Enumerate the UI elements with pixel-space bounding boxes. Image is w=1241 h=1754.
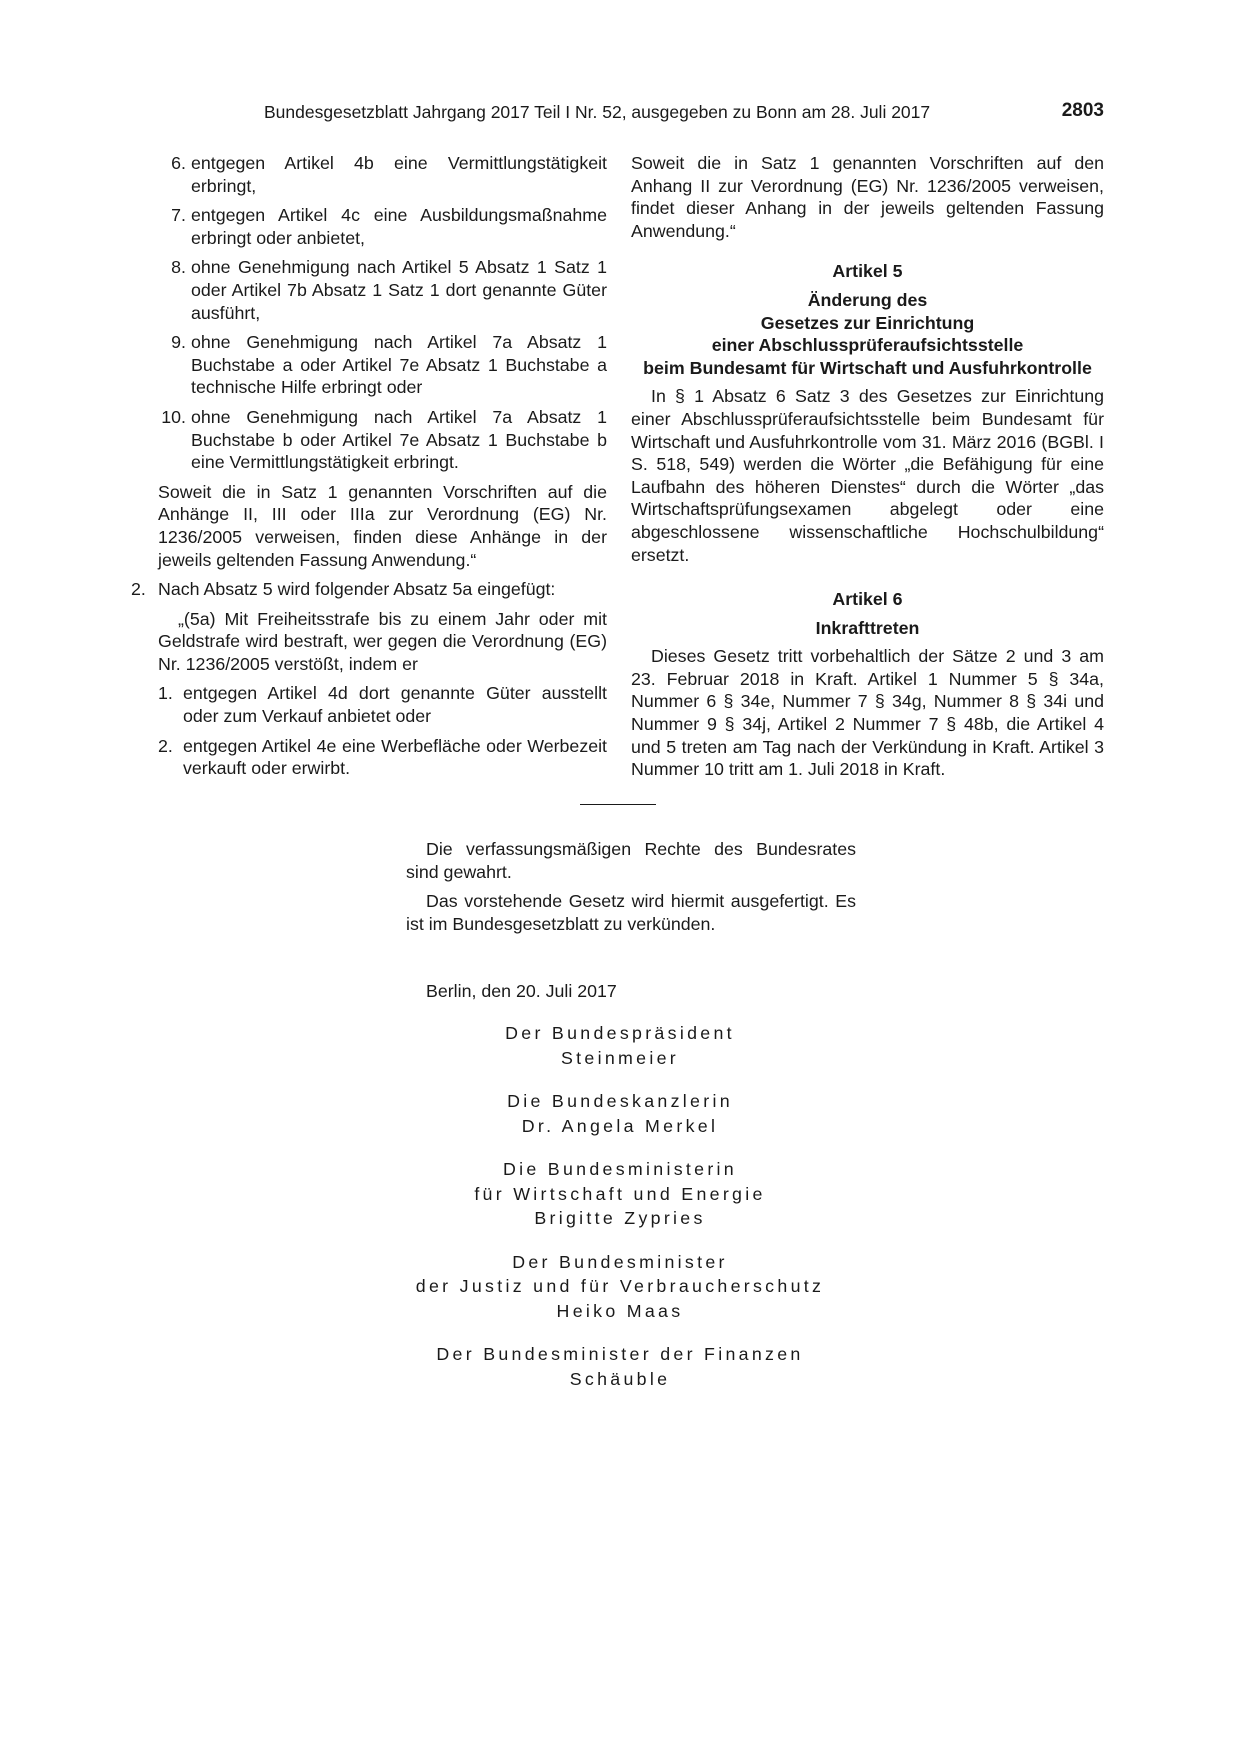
- subtitle-line: beim Bundesamt für Wirtschaft und Ausfuhrkontrolle: [643, 357, 1092, 378]
- signature-block: [380, 1089, 860, 1138]
- item-text: entgegen Artikel 4c eine Ausbildungsmaßnahme erbringt oder anbietet,: [191, 205, 607, 248]
- item-number: 10.: [161, 406, 186, 427]
- item-number: 1.: [158, 683, 173, 704]
- item-number: 8.: [171, 257, 186, 278]
- list-item: [131, 331, 607, 399]
- signature-block: [380, 1021, 860, 1070]
- subtitle-line: Änderung des: [807, 289, 928, 310]
- page-header: [264, 100, 1104, 126]
- item-text: ohne Genehmigung nach Artikel 7a Absatz 1 Buchstabe b oder Artikel 7e Absatz 1 Buchstabe b eine Vermittlungstätigkeit erbringt.: [191, 406, 607, 473]
- artikel-6-body: Dieses Gesetz tritt vorbehaltlich der Sätze 2 und 3 am 23. Februar 2018 in Kraft. Artikel 1 Nummer 5 § 34a, Nummer 6 § 34e, Nummer 7 § 34g, Nummer 8 § 34i und Nummer 9 § 34j, Artikel 2 Nummer 7 § 48b, die Artikel 4 und 5 treten am Tag nach der Verkündung in Kraft. Artikel 3 Nummer 10 tritt am 1. Juli 2018 in Kraft.: [631, 646, 1104, 780]
- item-number: 6.: [171, 153, 186, 173]
- artikel-5-subtitle: [631, 289, 1104, 379]
- item-text: entgegen Artikel 4d dort genannte Güter ausstellt oder zum Verkauf anbietet oder: [183, 683, 607, 727]
- artikel-6-subtitle: Inkrafttreten: [815, 617, 920, 638]
- signature-line: Der Bundesminister der Finanzen: [436, 1344, 804, 1364]
- list-item: [131, 578, 607, 601]
- absatz-5a-paragraph: „(5a) Mit Freiheitsstrafe bis zu einem Jahr oder mit Geldstrafe wird bestraft, wer gegen die Verordnung (EG) Nr. 1236/2005 verstößt, indem er: [158, 608, 607, 674]
- item-text: Nach Absatz 5 wird folgender Absatz 5a eingefügt:: [158, 579, 556, 600]
- item-text: entgegen Artikel 4b eine Vermittlungstätigkeit erbringt,: [191, 153, 607, 196]
- signature-line: Heiko Maas: [556, 1300, 684, 1321]
- closing-section: [406, 838, 856, 942]
- signature-line: der Justiz und für Verbraucherschutz: [415, 1276, 825, 1296]
- signature-line: Die Bundeskanzlerin: [507, 1091, 733, 1111]
- item-number: 9.: [171, 332, 186, 353]
- signature-block: [380, 1342, 860, 1391]
- list-item: [131, 406, 607, 474]
- signature-block: [380, 1157, 860, 1231]
- signature-line: Der Bundespräsident: [505, 1023, 735, 1043]
- section-divider: [580, 804, 656, 805]
- sub-list-item: [131, 682, 607, 727]
- signature-line: Der Bundesminister: [512, 1251, 728, 1272]
- item-number: 2.: [131, 579, 146, 600]
- item-text: entgegen Artikel 4e eine Werbefläche oder Werbezeit verkauft oder erwirbt.: [183, 735, 607, 779]
- list-item: [131, 256, 607, 324]
- continuation-paragraph: Soweit die in Satz 1 genannten Vorschriften auf den Anhang II zur Verordnung (EG) Nr. 1236/2005 verweisen, findet dieser Anhang in der jeweils geltenden Fassung Anwendung.“: [631, 153, 1104, 241]
- artikel-5-title: Artikel 5: [832, 261, 903, 282]
- item-number: 2.: [158, 735, 173, 756]
- promulgation-paragraph: Das vorstehende Gesetz wird hiermit ausgefertigt. Es ist im Bundesgesetzblatt zu verkünden.: [406, 891, 856, 934]
- list-item: [131, 152, 607, 197]
- subtitle-line: einer Abschlussprüferaufsichtsstelle: [711, 335, 1024, 356]
- signature-block: [380, 1250, 860, 1324]
- rights-paragraph: Die verfassungsmäßigen Rechte des Bundesrates sind gewahrt.: [406, 839, 856, 882]
- right-column: [631, 152, 1104, 781]
- place-date: Berlin, den 20. Juli 2017: [426, 981, 617, 1001]
- header-text: Bundesgesetzblatt Jahrgang 2017 Teil I Nr. 52, ausgegeben zu Bonn am 28. Juli 2017: [264, 102, 931, 122]
- sub-list-item: [131, 735, 607, 780]
- signature-line: Schäuble: [569, 1368, 671, 1389]
- item-text: ohne Genehmigung nach Artikel 5 Absatz 1 Satz 1 oder Artikel 7b Absatz 1 Satz 1 dort genannte Güter ausführt,: [191, 257, 607, 323]
- signature-line: Dr. Angela Merkel: [521, 1115, 719, 1136]
- page-number: 2803: [1061, 100, 1104, 121]
- artikel-6-title: Artikel 6: [832, 589, 903, 610]
- item-number: 7.: [171, 205, 186, 226]
- list-item: [131, 204, 607, 249]
- subtitle-line: Gesetzes zur Einrichtung: [760, 312, 975, 333]
- signature-line: Steinmeier: [561, 1047, 679, 1068]
- left-column: [131, 152, 607, 787]
- signature-line: für Wirtschaft und Energie: [474, 1183, 766, 1204]
- item-text: ohne Genehmigung nach Artikel 7a Absatz 1 Buchstabe a oder Artikel 7e Absatz 1 Buchstabe a technische Hilfe erbringt oder: [191, 332, 607, 398]
- soweit-paragraph: Soweit die in Satz 1 genannten Vorschriften auf die Anhänge II, III oder IIIa zur Verordnung (EG) Nr. 1236/2005 verweisen, finden diese Anhänge in der jeweils geltenden Fassung Anwendung.“: [158, 481, 607, 570]
- artikel-5-body: In § 1 Absatz 6 Satz 3 des Gesetzes zur Einrichtung einer Abschlussprüferaufsichtsstelle beim Bundesamt für Wirtschaft und Ausfuhrkontrolle vom 31. März 2016 (BGBl. I S. 518, 549) werden die Wörter „die Befähigung für eine Laufbahn des höheren Dienstes“ durch die Wörter „das Wirtschaftsprüfungsexamen abgelegt oder eine abgeschlossene wissenschaftliche Hochschulbildung“ ersetzt.: [631, 386, 1104, 565]
- signature-line: Die Bundesministerin: [502, 1159, 737, 1179]
- signature-blocks: [380, 1021, 860, 1410]
- signature-line: Brigitte Zypries: [534, 1208, 706, 1228]
